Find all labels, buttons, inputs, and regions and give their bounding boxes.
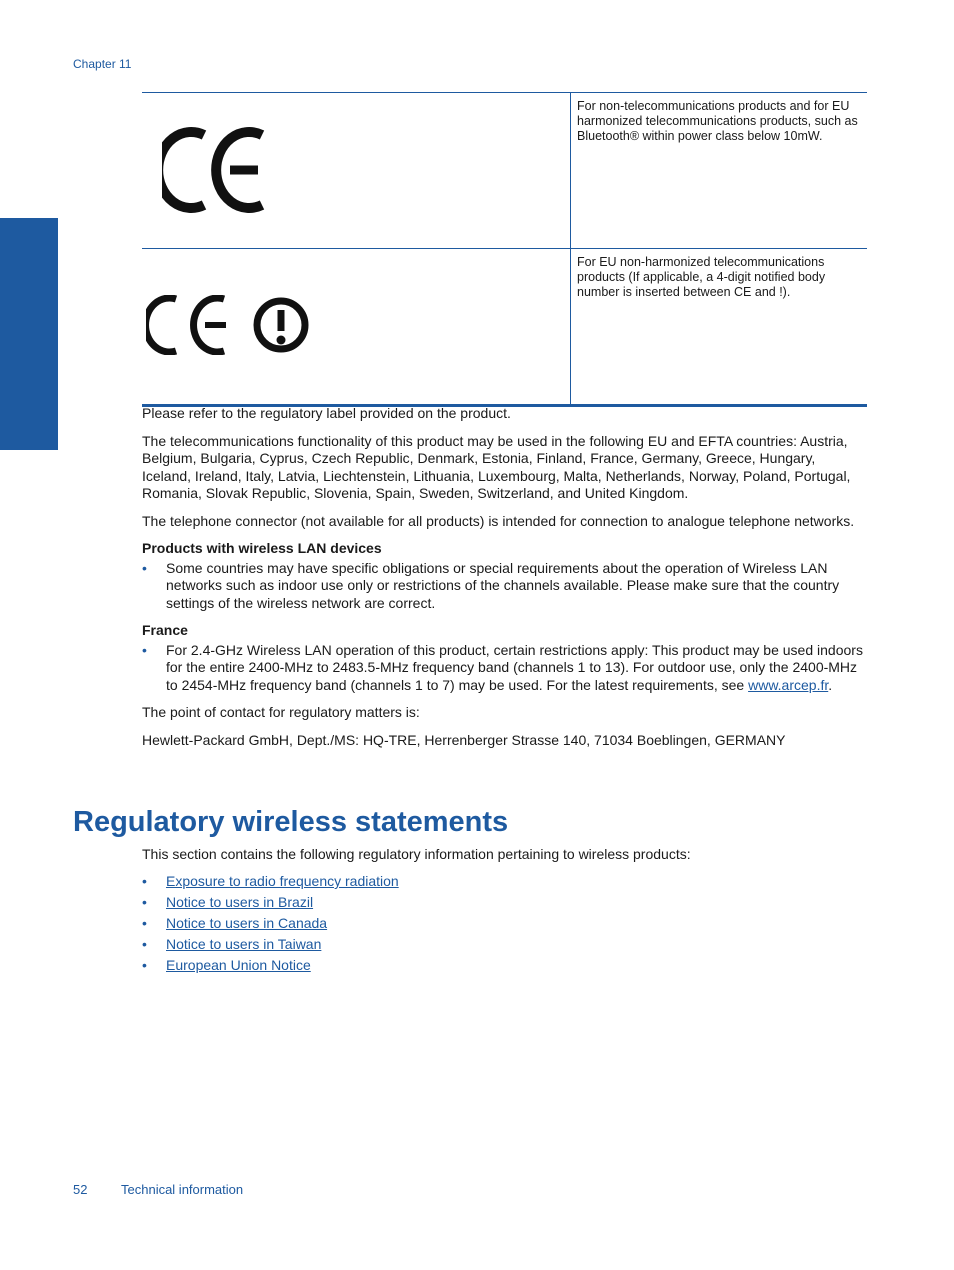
regulatory-body	[142, 405, 867, 759]
contact-intro: The point of contact for regulatory matters is:	[142, 704, 420, 720]
section-link-list	[142, 872, 399, 977]
ce-mark-cell	[142, 93, 571, 249]
section-intro: This section contains the following regulatory information pertaining to wireless products:	[142, 846, 691, 862]
arcep-link[interactable]: www.arcep.fr	[748, 676, 829, 693]
label-paragraph: Please refer to the regulatory label provided on the product.	[142, 405, 511, 421]
link-rf-exposure[interactable]: Exposure to radio frequency radiation	[166, 873, 399, 889]
list-item	[142, 872, 399, 893]
list-item	[142, 893, 399, 914]
ce-marks-table	[142, 92, 867, 407]
ce-mark-description: For non-telecommunications products and for EU harmonized telecommunications products, such as Bluetooth® within power class below 10mW.	[577, 99, 858, 143]
side-tab	[0, 218, 62, 594]
bullet-icon: •	[142, 936, 147, 952]
bullet-icon: •	[142, 873, 147, 889]
link-canada[interactable]: Notice to users in Canada	[166, 915, 328, 931]
ce-mark-icon	[162, 125, 272, 215]
page-number: 52	[73, 1182, 88, 1197]
wlan-heading: Products with wireless LAN devices	[142, 540, 382, 556]
france-heading: France	[142, 622, 188, 638]
section-title: Regulatory wireless statements	[73, 806, 509, 838]
table-row	[142, 249, 867, 406]
list-item	[142, 642, 867, 695]
bullet-icon: •	[142, 894, 147, 910]
ce-alert-mark-icon	[146, 295, 316, 355]
bullet-icon: •	[142, 957, 147, 973]
telephone-paragraph: The telephone connector (not available for all products) is intended for connection to analogue telephone networks.	[142, 512, 855, 529]
chapter-label: Chapter 11	[73, 57, 132, 71]
bullet-icon: •	[142, 559, 147, 576]
list-item	[142, 956, 399, 977]
footer-section-name: Technical information	[121, 1182, 244, 1197]
list-item	[142, 914, 399, 935]
side-tab-label: Technical information	[38, 530, 62, 594]
table-row	[142, 93, 867, 249]
link-taiwan[interactable]: Notice to users in Taiwan	[166, 936, 322, 952]
countries-paragraph: The telecommunications functionality of this product may be used in the following EU and EFTA countries: Austria, Belgium, Bulgaria, Cyprus, Czech Republic, Denmark, Estonia, Finland, France, Germany, Greece, Hungary, Iceland, Ireland, Italy, Latvia, Liechtenstein, Lithuania, Luxembourg, Malta, Netherlands, Norway, Poland, Portugal, Romania, Slovak Republic, Slovenia, Spain, Sweden, Switzerland, and United Kingdom.	[142, 432, 851, 501]
bullet-icon: •	[142, 641, 147, 658]
link-eu-notice[interactable]: European Union Notice	[166, 957, 311, 973]
contact-address: Hewlett-Packard GmbH, Dept./MS: HQ-TRE, Herrenberger Strasse 140, 71034 Boeblingen, GERMANY	[142, 731, 786, 748]
link-brazil[interactable]: Notice to users in Brazil	[166, 894, 314, 910]
bullet-icon: •	[142, 915, 147, 931]
list-item	[142, 560, 867, 613]
list-item	[142, 935, 399, 956]
ce-alert-mark-cell	[142, 249, 571, 406]
ce-alert-mark-description: For EU non-harmonized telecommunications products (If applicable, a 4-digit notified body number is inserted between CE and !).	[571, 249, 868, 406]
wlan-bullet-text: Some countries may have specific obligations or special requirements about the operation of Wireless LAN networks such as indoor use only or restrictions of the channels available. Please make sure that the country settings of the wireless network are correct.	[166, 559, 840, 611]
france-bullet-end: .	[828, 676, 833, 693]
france-bullet-text: For 2.4-GHz Wireless LAN operation of this product, certain restrictions apply: This product may be used indoors for the entire 2400-MHz to 2483.5-MHz frequency band (channels 1 to 13). For outdoor use, only the 2400-MHz to 2454-MHz frequency band (channels 1 to 7) may be used. For the latest requirements, see	[166, 641, 863, 693]
